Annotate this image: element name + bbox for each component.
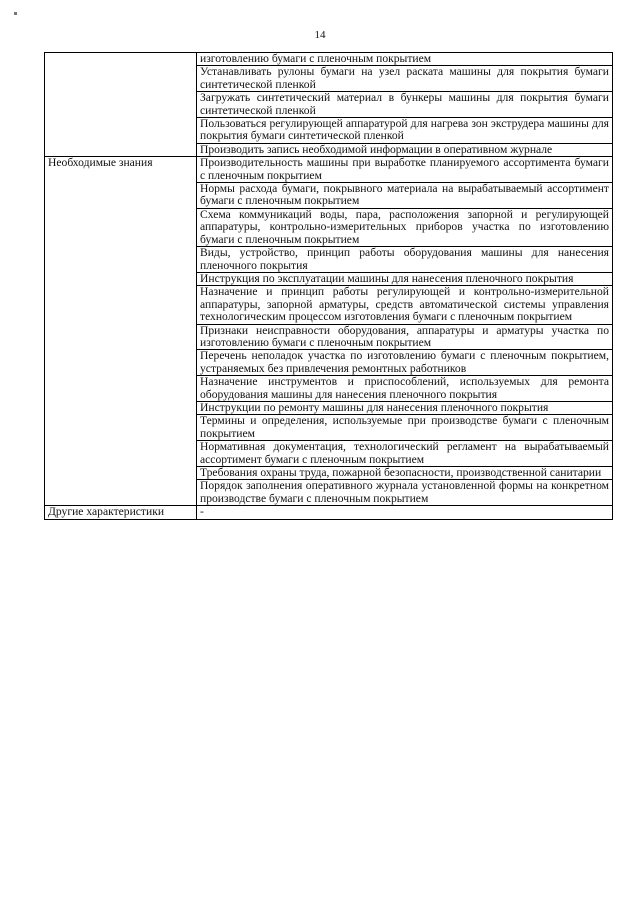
page-number: 14 <box>314 29 326 41</box>
knowledge-row-text: Схема коммуникаций воды, пара, расположения запорной и регулирующей аппаратуры, контрольно-измерительных приборов участка по изготовлению бумаги с пленочным покрытием <box>197 208 613 246</box>
knowledge-row-text: Назначение и принцип работы регулирующей и контрольно-измерительной аппаратуры, запорной арматуры, средств автоматической системы управления технологическим процессом изготовления бумаги с пленочным покрытием <box>197 286 613 324</box>
other-value: - <box>197 506 613 519</box>
knowledge-row-text: Нормативная документация, технологический регламент на вырабатываемый ассортимент бумаги с пленочным покрытием <box>197 441 613 467</box>
knowledge-row-text: Инструкции по ремонту машины для нанесения пленочного покрытия <box>197 401 613 414</box>
knowledge-row-text: Требования охраны труда, пожарной безопасности, производственной санитарии <box>197 467 613 480</box>
knowledge-row-text: Перечень неполадок участка по изготовлению бумаги с пленочным покрытием, устраняемых без привлечения ремонтных работников <box>197 350 613 376</box>
scan-dot <box>14 12 17 15</box>
table-row <box>45 506 613 519</box>
knowledge-label: Необходимые знания <box>45 157 197 506</box>
table-row <box>45 53 613 66</box>
knowledge-row-text: Нормы расхода бумаги, покрывного материала на вырабатываемый ассортимент бумаги с пленочным покрытием <box>197 183 613 209</box>
knowledge-row-text: Термины и определения, используемые при производстве бумаги с пленочным покрытием <box>197 415 613 441</box>
knowledge-row-text: Признаки неисправности оборудования, аппаратуры и арматуры участка по изготовлению бумаги с пленочным покрытием <box>197 324 613 350</box>
requirements-table <box>44 52 613 520</box>
top_section-row-text: Производить запись необходимой информации в оперативном журнале <box>197 143 613 156</box>
top_section-row-text: Загружать синтетический материал в бункеры машины для покрытия бумаги синтетической пленкой <box>197 92 613 118</box>
top_section-row-text: Устанавливать рулоны бумаги на узел раската машины для покрытия бумаги синтетической пленкой <box>197 66 613 92</box>
top_section-row-text: Пользоваться регулирующей аппаратурой для нагрева зон экструдера машины для покрытия бумаги синтетической пленкой <box>197 118 613 144</box>
requirements-table-body <box>45 53 613 520</box>
knowledge-row-text: Назначение инструментов и приспособлений, используемых для ремонта оборудования машины для нанесения пленочного покрытия <box>197 376 613 402</box>
top_section-label <box>45 53 197 157</box>
table-row <box>45 157 613 183</box>
other-label: Другие характеристики <box>45 506 197 519</box>
knowledge-row-text: Инструкция по эксплуатации машины для нанесения пленочного покрытия <box>197 272 613 285</box>
knowledge-row-text: Порядок заполнения оперативного журнала установленной формы на конкретном производстве бумаги с пленочным покрытием <box>197 480 613 506</box>
knowledge-row-text: Виды, устройство, принцип работы оборудования машины для нанесения пленочного покрытия <box>197 247 613 273</box>
top_section-row-text: изготовлению бумаги с пленочным покрытием <box>197 53 613 66</box>
knowledge-row-text: Производительность машины при выработке планируемого ассортимента бумаги с пленочным покрытием <box>197 157 613 183</box>
